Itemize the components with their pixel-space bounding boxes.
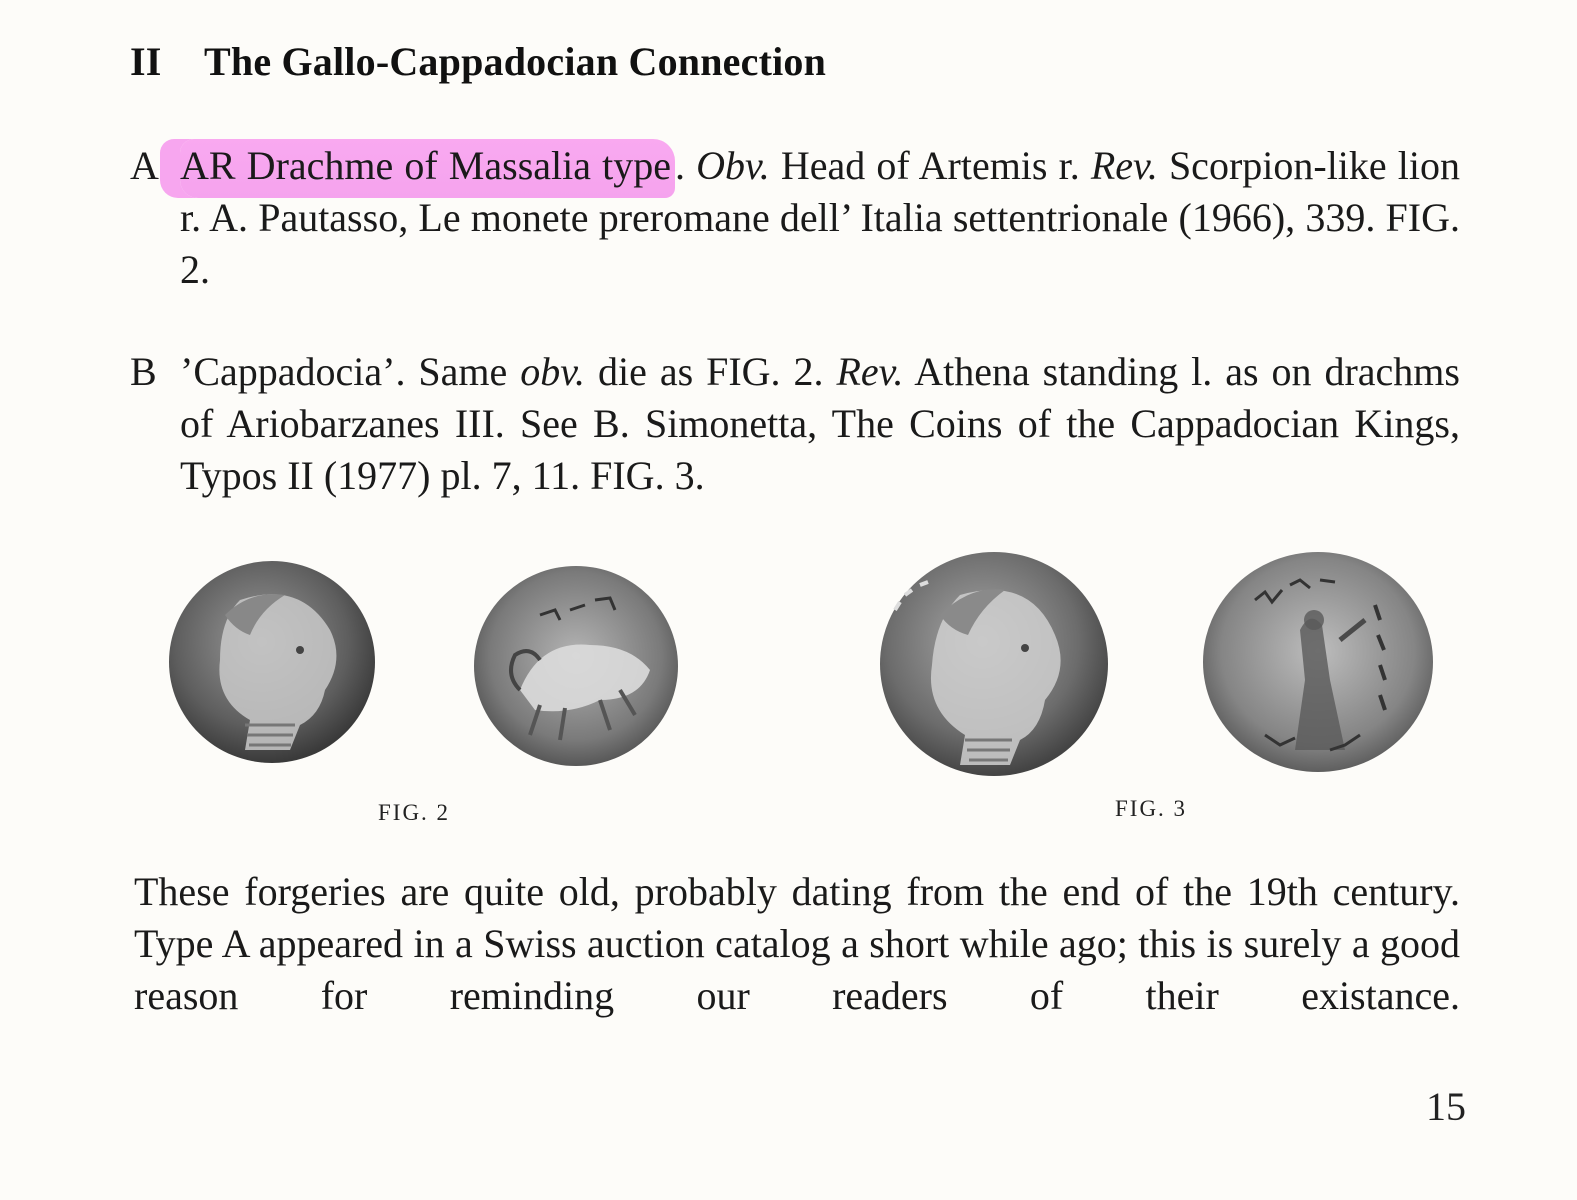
obverse-label: Obv. [696, 143, 770, 188]
coin-fig3-obverse [880, 552, 1108, 776]
entry-body: ’Cappadocia’. Same obv. die as FIG. 2. Rev. Athena standing l. as on drachms of Ariobarzanes III. See B. Simonetta, The Coins of the Cappadocian Kings, Typos II (1977) pl. 7, 11. FIG. 3. [180, 349, 1460, 498]
section-title: The Gallo-Cappadocian Connection [204, 39, 827, 84]
obverse-label: obv. [520, 349, 586, 394]
section-number: II [130, 39, 162, 84]
coin-illustrations [0, 540, 1577, 840]
coin-fig3-reverse [1203, 552, 1433, 772]
reverse-label: Rev. [836, 349, 904, 394]
section-heading [130, 38, 826, 85]
highlighted-phrase: AR Drachme of Massalia type [180, 139, 675, 198]
catalog-entry-b [130, 346, 1460, 502]
entry-body: AR Drachme of Massalia type . Obv. Head of Artemis r. Rev. Scorpion-like lion r. A. Pautasso, Le monete preromane dell’ Italia settentrionale (1966), 339. FIG. 2. [180, 140, 1460, 296]
fig3-caption: FIG. 3 [1115, 796, 1188, 821]
coin-fig2-reverse [474, 566, 678, 766]
coin-fig2-obverse [169, 561, 375, 763]
catalog-entry-a [130, 140, 1460, 296]
fig2-caption: FIG. 2 [378, 800, 451, 825]
closing-paragraph: These forgeries are quite old, probably dating from the end of the 19th century. Type A appeared in a Swiss auction catalog a short while ago; this is surely a good reason for reminding our readers of their existance. [134, 869, 1460, 1018]
reverse-label: Rev. [1090, 143, 1158, 188]
page-number: 15 [1426, 1084, 1466, 1129]
entry-letter: B [130, 349, 157, 394]
entry-letter: A [130, 143, 159, 188]
coin-photographs [0, 540, 1577, 840]
